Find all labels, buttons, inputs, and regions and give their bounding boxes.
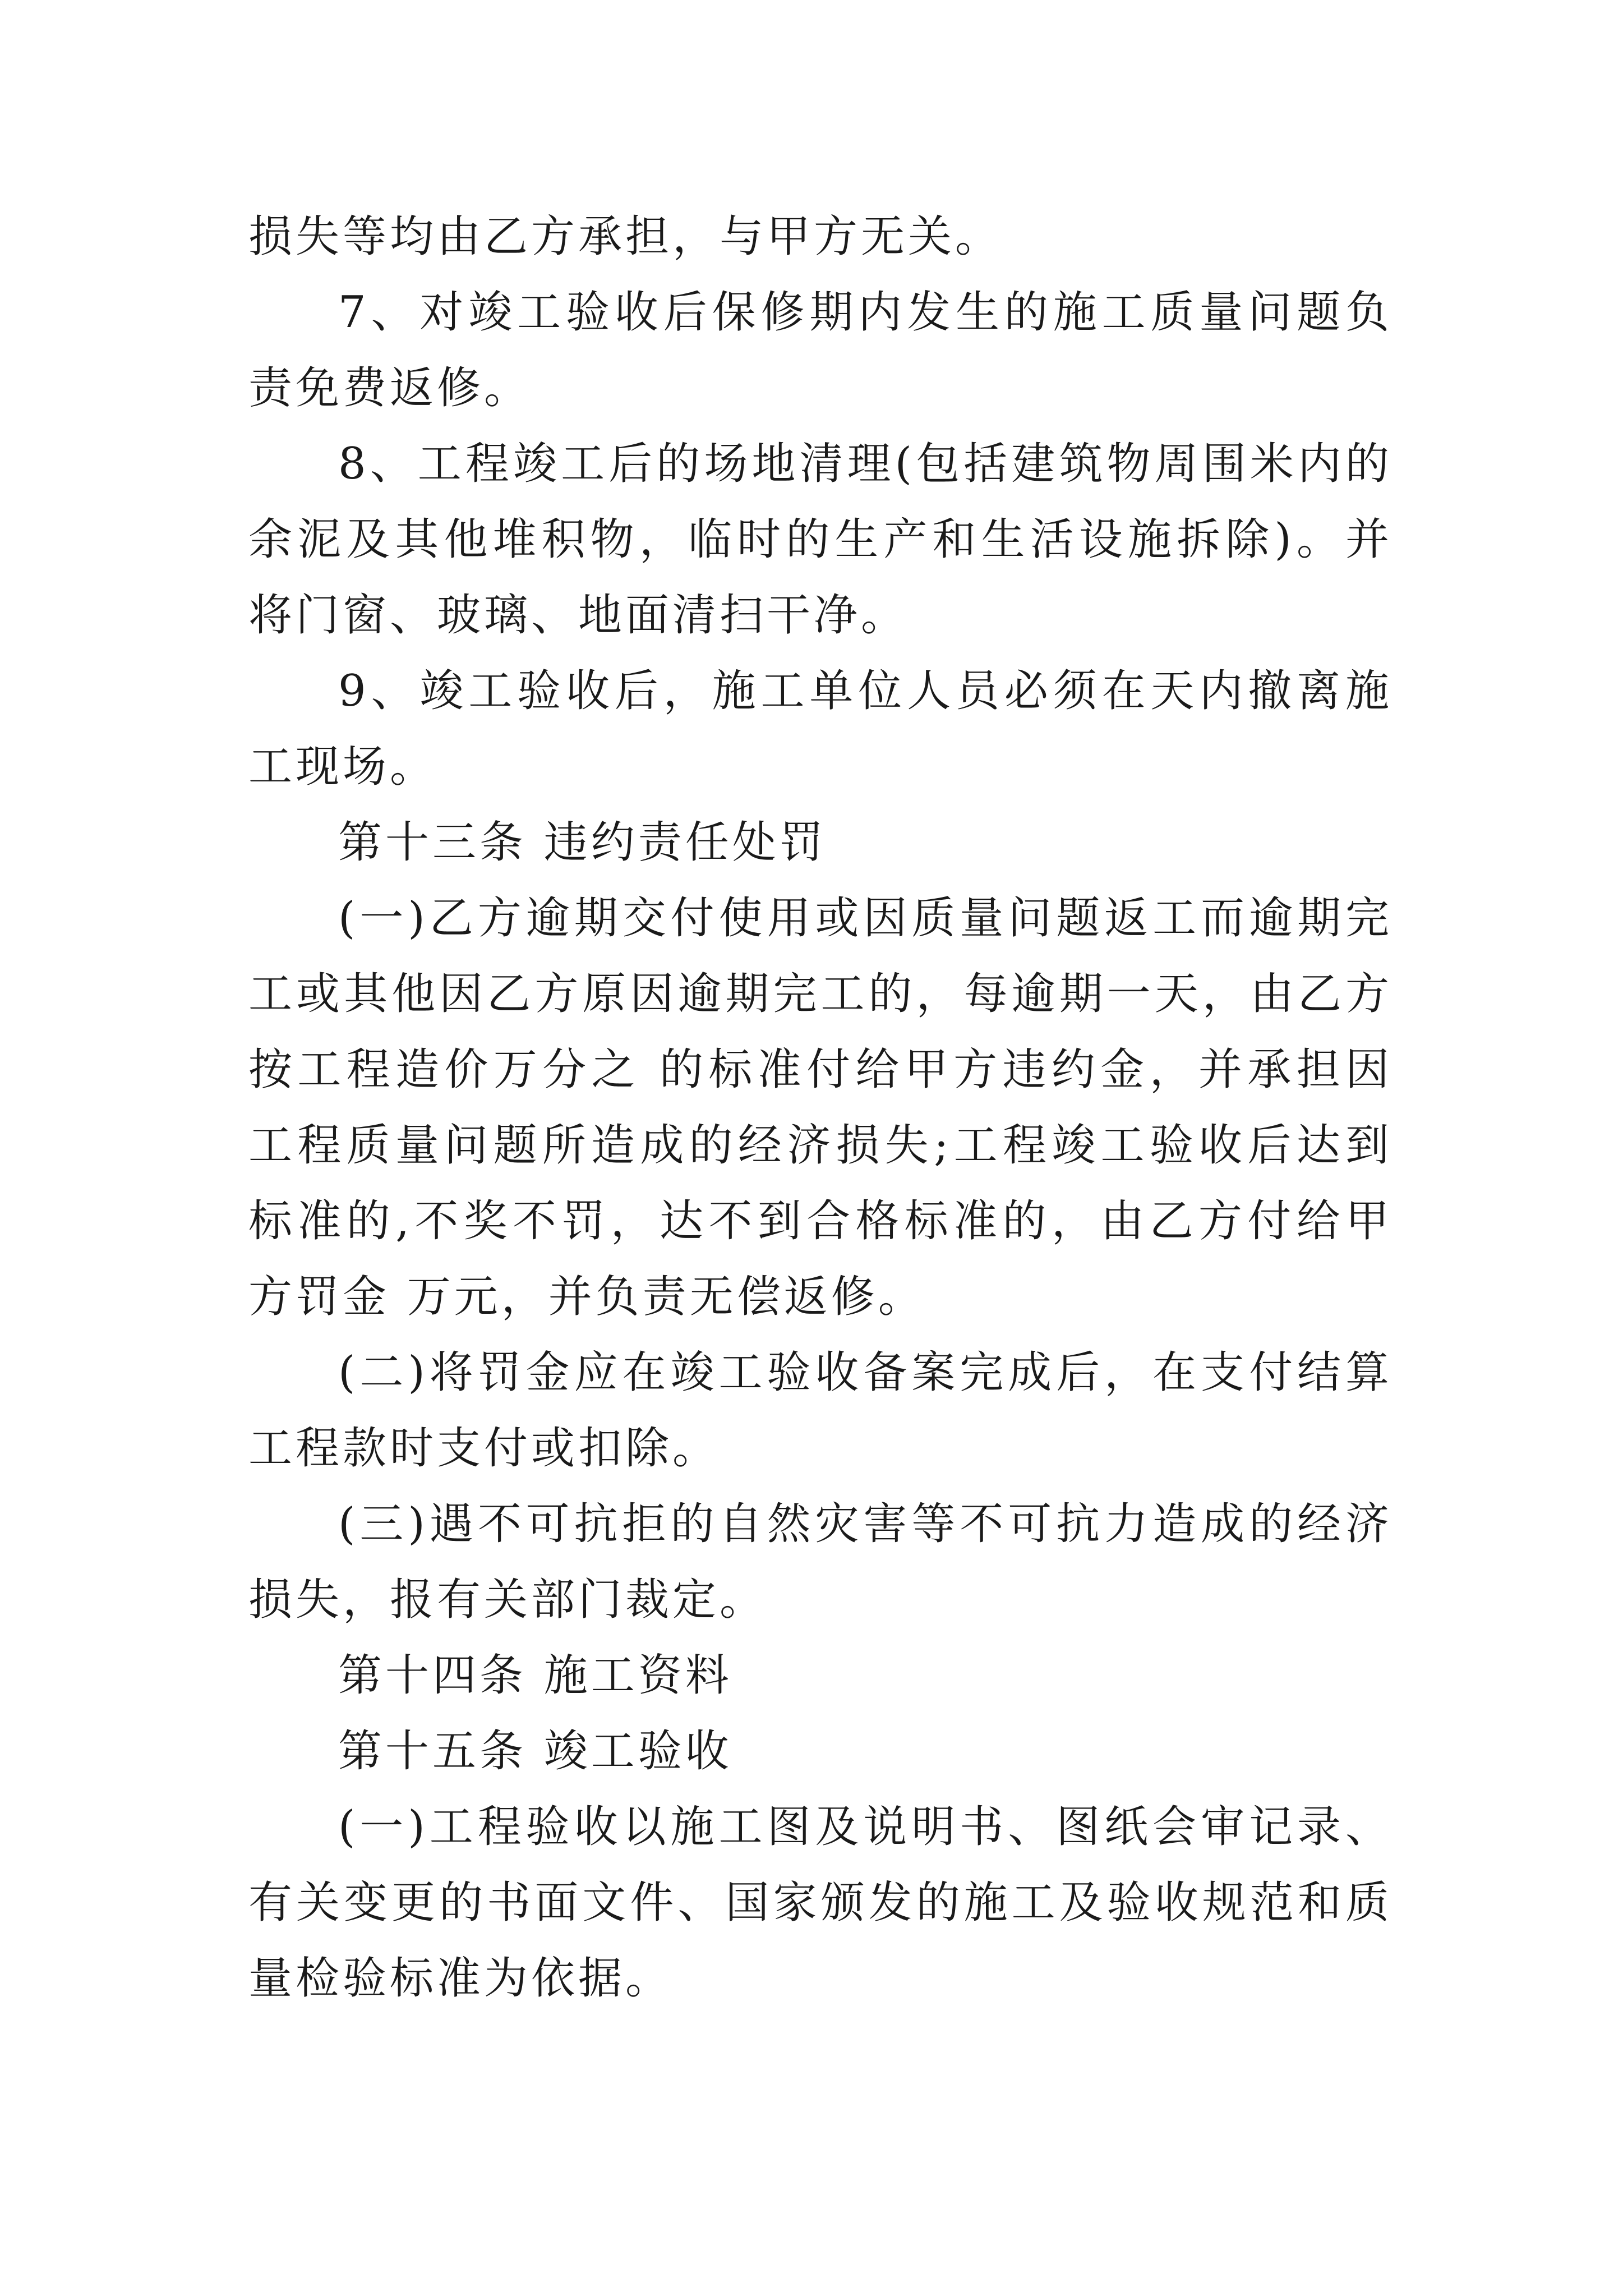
paragraph-item-8: 8、工程竣工后的场地清理(包括建筑物周围米内的余泥及其他堆积物，临时的生产和生活设施拆除)。并将门窗、玻璃、地面清扫干净。 [248, 439, 1393, 641]
paragraph-article-15-1: (一)工程验收以施工图及说明书、图纸会审记录、有关变更的书面文件、国家颁发的施工及验收规范和质量检验标准为依据。 [248, 1802, 1393, 2004]
article-13-heading: 第十三条 违约责任处罚 [338, 817, 827, 868]
document-body [248, 199, 1393, 2017]
paragraph-article-13-1: (一)乙方逾期交付使用或因质量问题返工而逾期完工或其他因乙方原因逾期完工的，每逾期一天，由乙方按工程造价万分之 的标准付给甲方违约金，并承担因工程质量问题所造成的经济损失;工程竣工验收后达到 标准的,不奖不罚，达不到合格标准的，由乙方付给甲方罚金 万元，并负责无偿返修。 [248, 893, 1393, 1322]
article-14-heading: 第十四条 施工资料 [338, 1650, 732, 1701]
paragraph-article-13-3: (三)遇不可抗拒的自然灾害等不可抗力造成的经济损失，报有关部门裁定。 [248, 1499, 1393, 1625]
paragraph-article-13-2: (二)将罚金应在竣工验收备案完成后，在支付结算工程款时支付或扣除。 [248, 1347, 1393, 1474]
paragraph-item-7: 7、对竣工验收后保修期内发生的施工质量问题负责免费返修。 [248, 287, 1393, 413]
article-15-heading: 第十五条 竣工验收 [338, 1726, 732, 1777]
paragraph-continuation: 损失等均由乙方承担，与甲方无关。 [248, 211, 1003, 262]
paragraph-item-9: 9、竣工验收后，施工单位人员必须在天内撤离施工现场。 [248, 666, 1393, 792]
